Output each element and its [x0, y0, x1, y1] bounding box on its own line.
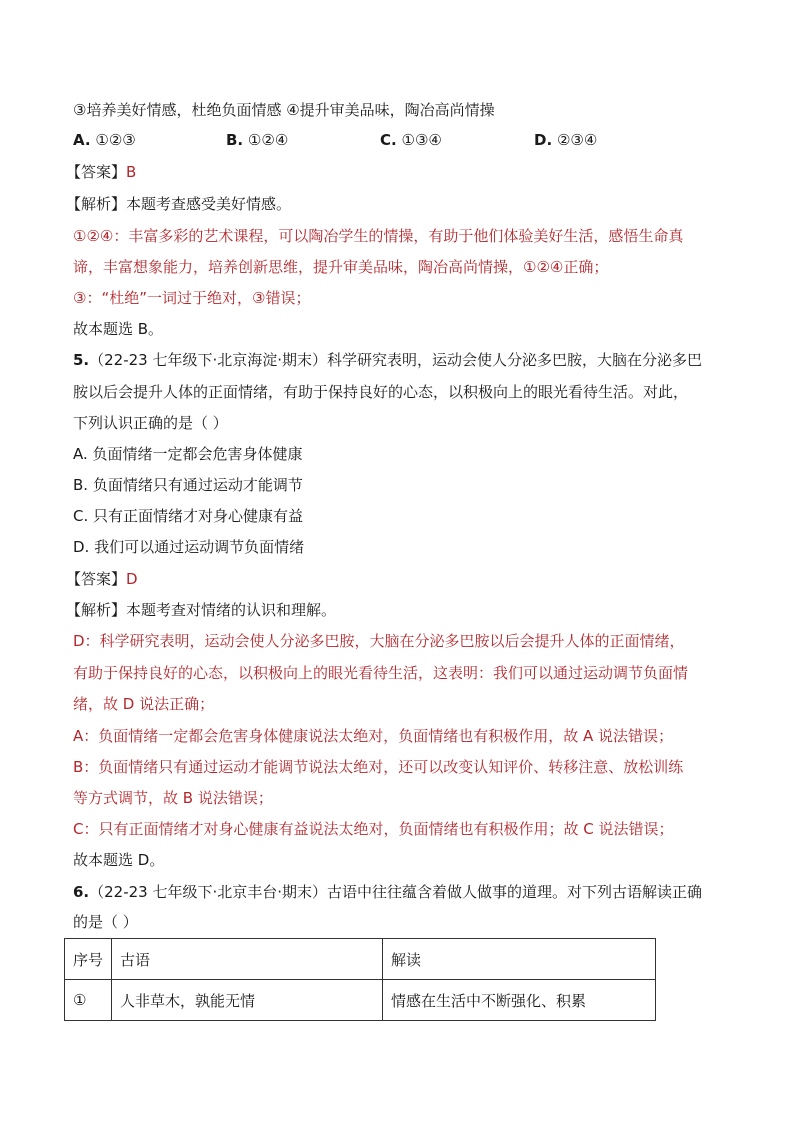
analysis-text: 绪，故 D 说法正确；: [73, 695, 215, 713]
analysis-text: ①②④：丰富多彩的艺术课程，可以陶冶学生的情操，有助于他们体验美好生活，感悟生命真: [73, 227, 684, 245]
question-stem: （22-23 七年级下·北京丰台·期末）古语中往往蕴含着做人做事的道理。对下列古语解读正确: [89, 883, 703, 901]
ancient-sayings-table: [64, 938, 656, 1021]
q5-option-b: B. 负面情绪只有通过运动才能调节: [73, 476, 303, 494]
option-letter: C.: [380, 131, 397, 149]
table-header-cell: 序号: [65, 939, 112, 980]
option-text: ①②③: [95, 131, 136, 149]
answer-tag: 【答案】: [66, 163, 127, 181]
q5-option-d: D. 我们可以通过运动调节负面情绪: [73, 538, 305, 556]
option-a: [73, 130, 136, 150]
answer-line: [66, 162, 136, 182]
analysis-text: 有助于保持良好的心态，以积极向上的眼光看待生活，这表明：我们可以通过运动调节负面情: [73, 664, 689, 682]
conclusion: 故本题选 D。: [73, 851, 165, 869]
table-header-row: [65, 939, 656, 980]
question-number: 6.: [73, 883, 90, 901]
q5-option-c: C. 只有正面情绪才对身心健康有益: [73, 507, 304, 525]
analysis-line: [66, 194, 291, 214]
analysis-tag: 【解析】: [66, 601, 127, 619]
question-stem: （22-23 七年级下·北京海淀·期末）科学研究表明，运动会使人分泌多巴胺，大脑在分泌多巴: [89, 351, 703, 369]
analysis-text: 等方式调节，故 B 说法错误；: [73, 789, 273, 807]
option-text: ②③④: [556, 131, 598, 149]
q5-stem-3: 下列认识正确的是（ ）: [73, 414, 228, 432]
option-d: [534, 130, 597, 150]
q5-option-a: A. 负面情绪一定都会危害身体健康: [73, 445, 303, 463]
analysis-text: D：科学研究表明，运动会使人分泌多巴胺，大脑在分泌多巴胺以后会提升人体的正面情绪，: [73, 632, 685, 650]
option-b: [226, 130, 288, 150]
table-row: [65, 980, 656, 1021]
analysis-text: C：只有正面情绪才对身心健康有益说法太绝对，负面情绪也有积极作用；故 C 说法错误；: [73, 820, 674, 838]
analysis-intro: 本题考查感受美好情感。: [126, 195, 292, 213]
analysis-text: 谛，丰富想象能力，培养创新思维，提升审美品味，陶冶高尚情操，①②④正确；: [73, 258, 609, 276]
table-header-cell: 古语: [112, 939, 383, 980]
option-text: ①②④: [247, 131, 289, 149]
conclusion: 故本题选 B。: [73, 320, 164, 338]
table-cell: 人非草木，孰能无情: [112, 980, 383, 1021]
q6-stem-2: 的是（ ）: [73, 913, 138, 931]
option-letter: D.: [534, 131, 553, 149]
option-text: ①③④: [401, 131, 442, 149]
answer-line: [66, 569, 138, 589]
analysis-text: B：负面情绪只有通过运动才能调节说法太绝对，还可以改变认知评价、转移注意、放松训练: [73, 758, 684, 776]
analysis-text: ③：“杜绝”一词过于绝对，③错误；: [73, 289, 311, 307]
answer-tag: 【答案】: [66, 570, 127, 588]
q5-stem-1: [73, 350, 702, 370]
analysis-tag: 【解析】: [66, 195, 127, 213]
table-cell: 情感在生活中不断强化、积累: [383, 980, 656, 1021]
answer-value: B: [126, 163, 137, 181]
table-cell: ①: [65, 980, 112, 1021]
answer-value: D: [126, 570, 138, 588]
q5-stem-2: 胺以后会提升人体的正面情绪，有助于保持良好的心态，以积极向上的眼光看待生活。对此，: [73, 383, 689, 401]
analysis-line: [66, 600, 336, 620]
items-line: ③培养美好情感，杜绝负面情感 ④提升审美品味，陶冶高尚情操: [73, 101, 495, 119]
option-letter: B.: [226, 131, 244, 149]
option-c: [380, 130, 442, 150]
q6-stem-1: [73, 882, 702, 902]
analysis-intro: 本题考查对情绪的认识和理解。: [126, 601, 337, 619]
option-letter: A.: [73, 131, 91, 149]
question-number: 5.: [73, 351, 90, 369]
table-header-cell: 解读: [383, 939, 656, 980]
analysis-text: A：负面情绪一定都会危害身体健康说法太绝对，负面情绪也有积极作用，故 A 说法错误；: [73, 727, 674, 745]
